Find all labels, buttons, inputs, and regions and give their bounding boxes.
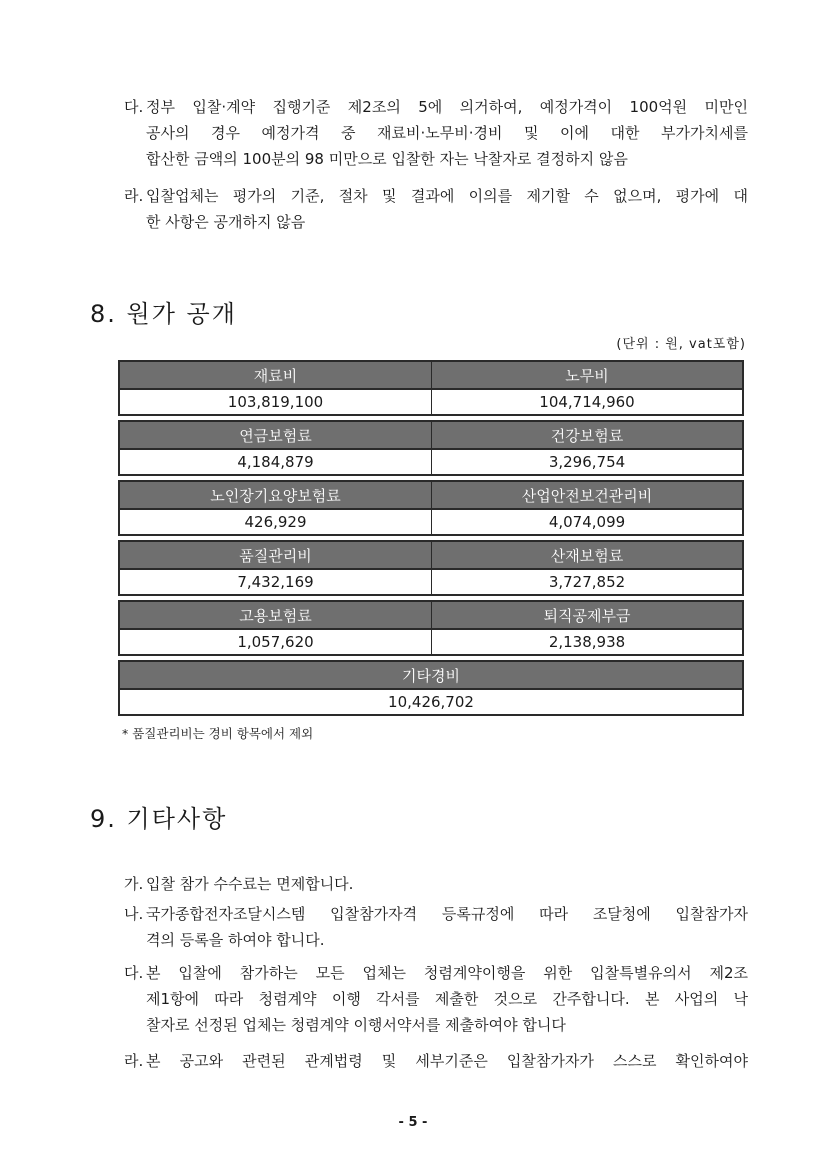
intro-item-da (124, 94, 748, 172)
item-marker: 라. (124, 187, 144, 205)
section9-item-da (124, 960, 748, 1038)
item-line: 본 공고와 관련된 관계법령 및 세부기준은 입찰참가자가 스스로 확인하여야 (146, 1052, 748, 1070)
item-marker: 가. (124, 875, 144, 893)
section9-item-ga (124, 871, 748, 897)
item-line: 격의 등록을 하여야 합니다. (146, 931, 325, 949)
cost-value: 4,074,099 (548, 513, 626, 531)
item-marker: 다. (124, 964, 144, 982)
cost-cell (120, 482, 432, 534)
item-marker: 다. (124, 98, 144, 116)
cost-value: 4,184,879 (237, 453, 314, 471)
cost-label: 퇴직공제부금 (543, 607, 631, 625)
cost-block-full (118, 660, 744, 716)
cost-label: 건강보험료 (550, 427, 624, 445)
cost-value: 104,714,960 (539, 393, 635, 411)
cost-block (118, 540, 744, 596)
cost-value: 2,138,938 (548, 633, 626, 651)
cost-cell (432, 482, 742, 534)
item-line: 찰자로 선정된 업체는 청렴계약 이행서약서를 제출하여야 합니다 (146, 1016, 566, 1034)
item-line: 합산한 금액의 100분의 98 미만으로 입찰한 자는 낙찰자로 결정하지 않음 (146, 150, 628, 168)
cost-value: 3,296,754 (548, 453, 626, 471)
unit-note: (단위 : 원, vat포함) (616, 337, 746, 352)
section-8-title: 8. 원가 공개 (90, 300, 237, 328)
cost-cell (120, 662, 742, 714)
item-marker: 나. (124, 905, 144, 923)
cost-label: 기타경비 (402, 667, 460, 685)
cost-label: 연금보험료 (239, 427, 312, 445)
footnote: * 품질관리비는 경비 항목에서 제외 (122, 726, 314, 741)
section9-item-ra (124, 1048, 748, 1074)
cost-label: 고용보험료 (239, 607, 312, 625)
item-line: 입찰 참가 수수료는 면제합니다. (146, 875, 354, 893)
section9-item-na (124, 901, 748, 953)
cost-value: 1,057,620 (237, 633, 314, 651)
cost-cell (432, 422, 742, 474)
cost-value: 426,929 (244, 513, 307, 531)
item-line: 정부 입찰·계약 집행기준 제2조의 5에 의거하여, 예정가격이 100억원 미만인 (146, 98, 748, 116)
page-number: - 5 - (398, 1115, 428, 1130)
item-marker: 라. (124, 1052, 144, 1070)
cost-value: 10,426,702 (388, 693, 474, 711)
item-line: 한 사항은 공개하지 않음 (146, 213, 306, 231)
cost-block (118, 600, 744, 656)
cost-block (118, 360, 744, 416)
item-line: 본 입찰에 참가하는 모든 업체는 청렴계약이행을 위한 입찰특별유의서 제2조 (146, 964, 748, 982)
cost-label: 품질관리비 (239, 547, 312, 565)
item-line: 공사의 경우 예정가격 중 재료비·노무비·경비 및 이에 대한 부가가치세를 (146, 124, 748, 142)
cost-label: 재료비 (253, 367, 298, 385)
cost-value: 3,727,852 (548, 573, 626, 591)
intro-item-ra (124, 183, 748, 235)
item-line: 입찰업체는 평가의 기준, 절차 및 결과에 이의를 제기할 수 없으며, 평가에 대 (146, 187, 748, 205)
cost-label: 산재보험료 (550, 547, 624, 565)
cost-label: 노인장기요양보험료 (210, 487, 341, 505)
cost-block (118, 420, 744, 476)
cost-cell (432, 602, 742, 654)
item-line: 국가종합전자조달시스템 입찰참가자격 등록규정에 따라 조달청에 입찰참가자 (146, 905, 748, 923)
cost-block (118, 480, 744, 536)
cost-cell (120, 542, 432, 594)
cost-cell (432, 542, 742, 594)
item-line: 제1항에 따라 청렴계약 이행 각서를 제출한 것으로 간주합니다. 본 사업의 낙 (146, 990, 748, 1008)
cost-cell (432, 362, 742, 414)
cost-cell (120, 422, 432, 474)
cost-value: 7,432,169 (237, 573, 314, 591)
section-9-title: 9. 기타사항 (90, 805, 228, 833)
cost-cell (120, 362, 432, 414)
cost-label: 산업안전보건관리비 (521, 487, 653, 505)
cost-value: 103,819,100 (227, 393, 324, 411)
cost-label: 노무비 (565, 367, 609, 385)
cost-cell (120, 602, 432, 654)
